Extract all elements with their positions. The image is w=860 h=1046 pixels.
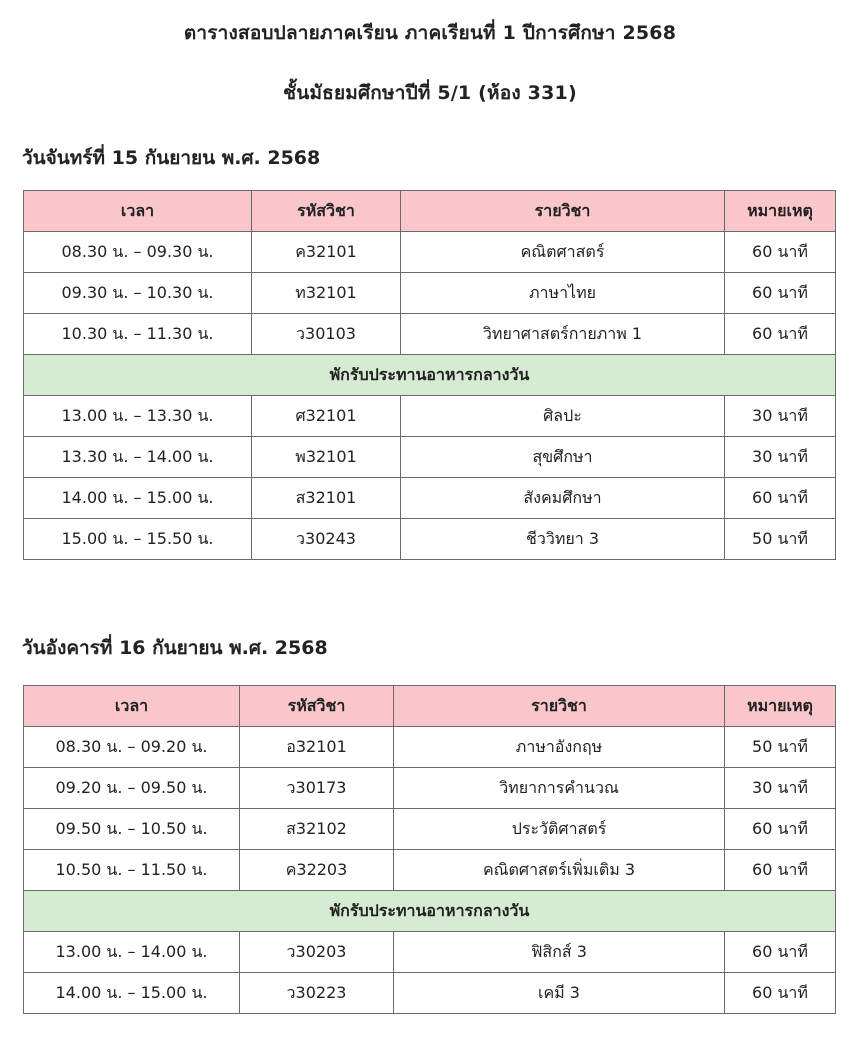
note-cell: 30 นาที	[725, 396, 836, 437]
note-cell: 60 นาที	[725, 478, 836, 519]
time-cell: 09.30 น. – 10.30 น.	[24, 273, 252, 314]
column-header-subject: รายวิชา	[394, 686, 725, 727]
table-row	[24, 437, 836, 478]
code-cell: ว30173	[240, 768, 394, 809]
table-header-row	[24, 686, 836, 727]
column-header-note: หมายเหตุ	[725, 686, 836, 727]
page-title: ตารางสอบปลายภาคเรียน ภาคเรียนที่ 1 ปีการศึกษา 2568	[183, 22, 677, 44]
code-cell: ว30223	[240, 973, 394, 1014]
subject-cell: ศิลปะ	[401, 396, 725, 437]
column-header-subject: รายวิชา	[401, 191, 725, 232]
table-row	[24, 478, 836, 519]
note-cell: 30 นาที	[725, 437, 836, 478]
code-cell: ส32101	[252, 478, 401, 519]
code-cell: ว30103	[252, 314, 401, 355]
code-cell: ว30203	[240, 932, 394, 973]
subject-cell: ภาษาอังกฤษ	[394, 727, 725, 768]
note-cell: 60 นาที	[725, 809, 836, 850]
column-header-time: เวลา	[24, 686, 240, 727]
table-header-row	[24, 191, 836, 232]
subject-cell: ประวัติศาสตร์	[394, 809, 725, 850]
note-cell: 60 นาที	[725, 850, 836, 891]
time-cell: 08.30 น. – 09.30 น.	[24, 232, 252, 273]
note-cell: 60 นาที	[725, 932, 836, 973]
table-row	[24, 232, 836, 273]
table-row	[24, 932, 836, 973]
note-cell: 60 นาที	[725, 314, 836, 355]
subject-cell: สุขศึกษา	[401, 437, 725, 478]
subject-cell: วิทยาการคำนวณ	[394, 768, 725, 809]
lunch-break-label: พักรับประทานอาหารกลางวัน	[24, 355, 836, 396]
note-cell: 60 นาที	[725, 232, 836, 273]
time-cell: 09.50 น. – 10.50 น.	[24, 809, 240, 850]
time-cell: 13.00 น. – 14.00 น.	[24, 932, 240, 973]
schedule-table-monday	[23, 190, 836, 560]
subject-cell: ภาษาไทย	[401, 273, 725, 314]
table-row	[24, 809, 836, 850]
subject-cell: สังคมศึกษา	[401, 478, 725, 519]
note-cell: 50 นาที	[725, 519, 836, 560]
lunch-break-row	[24, 891, 836, 932]
note-cell: 50 นาที	[725, 727, 836, 768]
column-header-code: รหัสวิชา	[252, 191, 401, 232]
table-row	[24, 314, 836, 355]
subject-cell: คณิตศาสตร์เพิ่มเติม 3	[394, 850, 725, 891]
code-cell: ค32101	[252, 232, 401, 273]
column-header-time: เวลา	[24, 191, 252, 232]
note-cell: 60 นาที	[725, 273, 836, 314]
time-cell: 09.20 น. – 09.50 น.	[24, 768, 240, 809]
day-heading-monday: วันจันทร์ที่ 15 กันยายน พ.ศ. 2568	[22, 147, 321, 169]
code-cell: อ32101	[240, 727, 394, 768]
time-cell: 10.30 น. – 11.30 น.	[24, 314, 252, 355]
code-cell: ท32101	[252, 273, 401, 314]
subject-cell: วิทยาศาสตร์กายภาพ 1	[401, 314, 725, 355]
subject-cell: คณิตศาสตร์	[401, 232, 725, 273]
column-header-code: รหัสวิชา	[240, 686, 394, 727]
code-cell: ศ32101	[252, 396, 401, 437]
time-cell: 13.00 น. – 13.30 น.	[24, 396, 252, 437]
table-row	[24, 850, 836, 891]
time-cell: 14.00 น. – 15.00 น.	[24, 973, 240, 1014]
time-cell: 10.50 น. – 11.50 น.	[24, 850, 240, 891]
note-cell: 60 นาที	[725, 973, 836, 1014]
lunch-break-row	[24, 355, 836, 396]
code-cell: ว30243	[252, 519, 401, 560]
subject-cell: ฟิสิกส์ 3	[394, 932, 725, 973]
time-cell: 15.00 น. – 15.50 น.	[24, 519, 252, 560]
page-subtitle: ชั้นมัธยมศึกษาปีที่ 5/1 (ห้อง 331)	[283, 82, 577, 104]
code-cell: พ32101	[252, 437, 401, 478]
code-cell: ส32102	[240, 809, 394, 850]
time-cell: 08.30 น. – 09.20 น.	[24, 727, 240, 768]
column-header-note: หมายเหตุ	[725, 191, 836, 232]
table-row	[24, 973, 836, 1014]
time-cell: 14.00 น. – 15.00 น.	[24, 478, 252, 519]
schedule-table-tuesday	[23, 685, 836, 1014]
subject-cell: เคมี 3	[394, 973, 725, 1014]
day-heading-tuesday: วันอังคารที่ 16 กันยายน พ.ศ. 2568	[22, 637, 328, 659]
lunch-break-label: พักรับประทานอาหารกลางวัน	[24, 891, 836, 932]
subject-cell: ชีววิทยา 3	[401, 519, 725, 560]
table-row	[24, 273, 836, 314]
note-cell: 30 นาที	[725, 768, 836, 809]
code-cell: ค32203	[240, 850, 394, 891]
table-row	[24, 727, 836, 768]
table-row	[24, 519, 836, 560]
table-row	[24, 768, 836, 809]
table-row	[24, 396, 836, 437]
time-cell: 13.30 น. – 14.00 น.	[24, 437, 252, 478]
